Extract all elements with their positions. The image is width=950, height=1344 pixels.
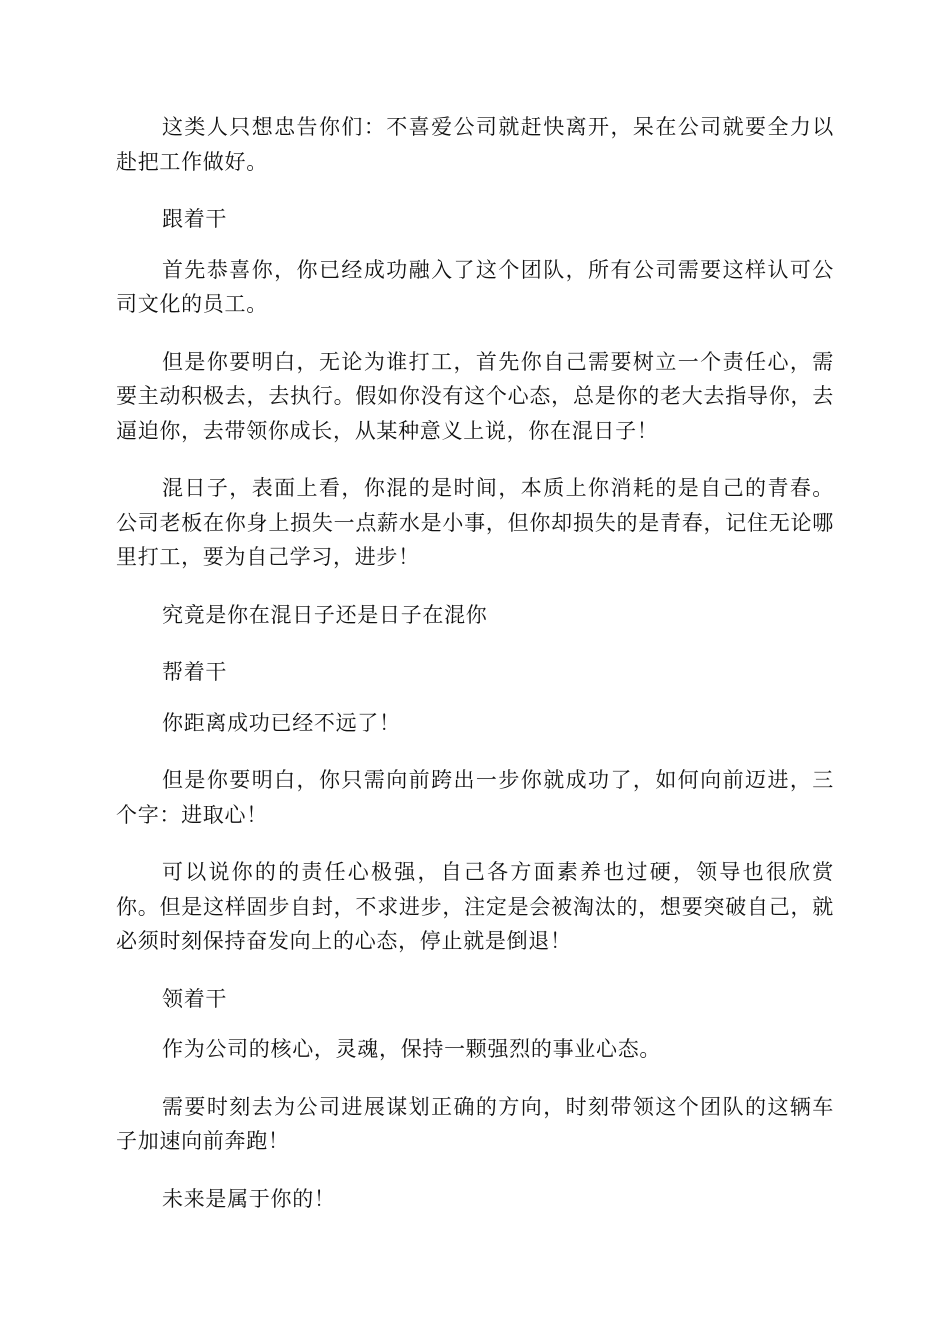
- paragraph: 但是你要明白，无论为谁打工，首先你自己需要树立一个责任心，需要主动积极去，去执行。假如你没有这个心态，总是你的老大去指导你，去逼迫你，去带领你成长，从某种意义上说，你在混日子！: [116, 349, 834, 443]
- paragraph: 但是你要明白，你只需向前跨出一步你就成功了，如何向前迈进，三个字：进取心！: [116, 768, 834, 827]
- section-heading: 领着干: [162, 986, 228, 1011]
- paragraph: 究竟是你在混日子还是日子在混你: [162, 602, 488, 627]
- paragraph: 你距离成功已经不远了！: [162, 710, 401, 735]
- paragraph: 这类人只想忠告你们：不喜爱公司就赶快离开，呆在公司就要全力以赴把工作做好。: [116, 115, 834, 174]
- section-heading: 跟着干: [162, 207, 228, 231]
- paragraph: 混日子，表面上看，你混的是时间，本质上你消耗的是自己的青春。公司老板在你身上损失一点薪水是小事，但你却损失的是青春，记住无论哪里打工，要为自己学习，进步！: [116, 476, 834, 569]
- paragraph: 首先恭喜你，你已经成功融入了这个团队，所有公司需要这样认可公司文化的员工。: [116, 257, 834, 316]
- paragraph: 可以说你的的责任心极强，自己各方面素养也过硬，领导也很欣赏你。但是这样固步自封，不求进步，注定是会被淘汰的，想要突破自己，就必须时刻保持奋发向上的心态，停止就是倒退！: [116, 860, 834, 953]
- paragraph: 作为公司的核心，灵魂，保持一颗强烈的事业心态。: [162, 1037, 662, 1061]
- document-page: [116, 110, 834, 1239]
- paragraph: 需要时刻去为公司进展谋划正确的方向，时刻带领这个团队的这辆车子加速向前奔跑！: [116, 1094, 834, 1153]
- section-heading: 帮着干: [162, 660, 228, 684]
- paragraph: 未来是属于你的！: [162, 1186, 336, 1211]
